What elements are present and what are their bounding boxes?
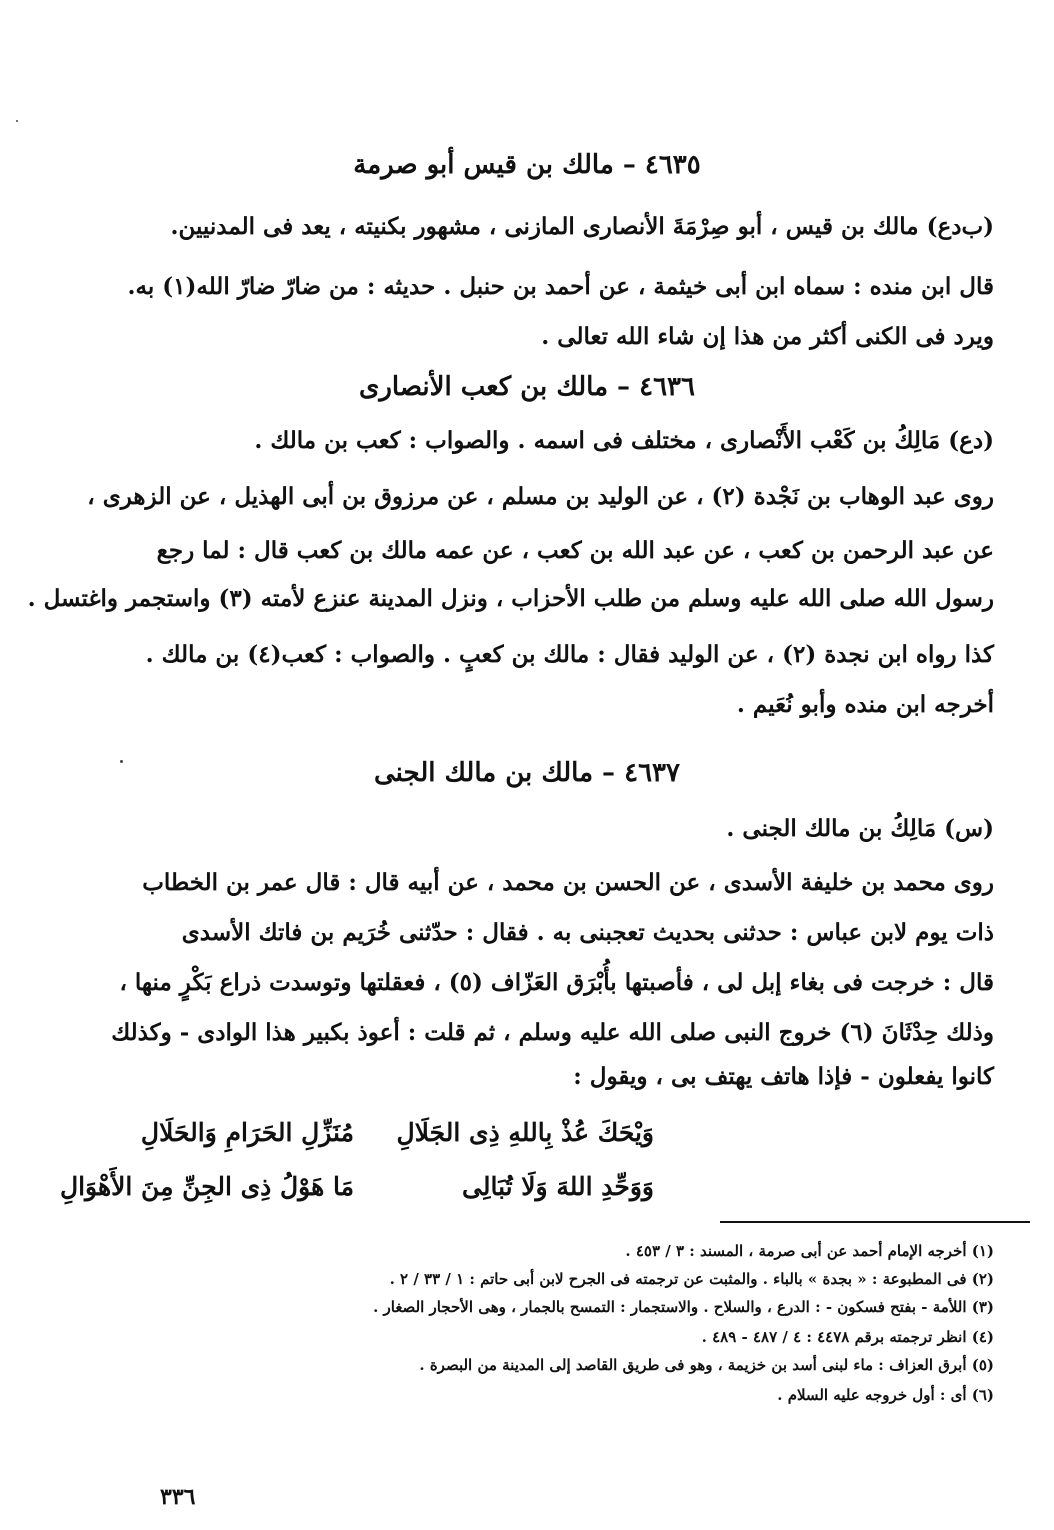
entry-text-line: كذا رواه ابن نجدة (٢) ، عن الوليد فقال : مالك بن كعبٍ . والصواب : كعب(٤) بن مالك . [145, 641, 994, 668]
entry-text-line: رسول الله صلى الله عليه وسلم من طلب الأحزاب ، ونزل المدينة عنزع لأمته (٣) واستجمر واغتسل . [27, 585, 994, 612]
entry-text-line: قال ابن منده : سماه ابن أبى خيثمة ، عن أحمد بن حنبل . حديثه : من ضارّ ضارّ الله(١) به. [127, 273, 994, 300]
entry-text-line: وذلك حِدْثَانَ (٦) خروج النبى صلى الله عليه وسلم ، ثم قلت : أعوذ بكبير هذا الوادى - وكذلك [111, 1019, 994, 1046]
entry-text-line: روى محمد بن خليفة الأسدى ، عن الحسن بن محمد ، عن أبيه قال : قال عمر بن الخطاب [142, 869, 994, 896]
entry-text-line: ويرد فى الكنى أكثر من هذا إن شاء الله تعالى . [541, 323, 994, 350]
footnote-divider [720, 1221, 1030, 1223]
footnote: (١) أخرجه الإمام أحمد عن أبى صرمة ، المسند : ٣ / ٤٥٣ . [625, 1242, 994, 1260]
footnote: (٥) أبرق العزاف : ماء لبنى أسد بن خزيمة ، وهو فى طريق القاصد إلى المدينة من البصرة . [419, 1356, 994, 1374]
entry-text-line: روى عبد الوهاب بن نَجْدة (٢) ، عن الوليد بن مسلم ، عن مرزوق بن أبى الهذيل ، عن الزهرى ، [87, 483, 994, 510]
entry-text-line: كانوا يفعلون - فإذا هاتف يهتف بى ، ويقول : [573, 1063, 994, 1090]
verse-hemistich-left: مَا هَوْلُ ذِى الجِنِّ مِنَ الأَهْوَالِ [59, 1172, 354, 1201]
entry-text-line: عن عبد الرحمن بن كعب ، عن عبد الله بن كعب ، عن عمه مالك بن كعب قال : لما رجع [156, 537, 994, 564]
verse-hemistich-right: وَوَحِّدِ اللهَ وَلَا تُبَالِى [462, 1172, 654, 1201]
footnote: (٢) فى المطبوعة : « بجدة » بالباء . والمثبت عن ترجمته فى الجرح لابن أبى حاتم : ١ / ٣٣ / ٢ . [389, 1270, 994, 1288]
footnote: (٦) أى : أول خروجه عليه السلام . [777, 1386, 994, 1404]
entry-text-line: (ب‌دع) مالك بن قيس ، أبو صِرْمَةَ الأنصارى المازنى ، مشهور بكنيته ، يعد فى المدنيين. [170, 213, 994, 240]
verse-hemistich-right: وَيْحَكَ عُذْ بِاللهِ ذِى الجَلَالِ [396, 1118, 654, 1147]
entry-text-line: ذات يوم لابن عباس : حدثنى بحديث تعجبنى به . فقال : حدّثنى خُرَيم بن فاتك الأسدى [181, 919, 994, 946]
entry-heading-4637: ٤٦٣٧ – مالك بن مالك الجنى [374, 758, 680, 788]
verse-hemistich-left: مُنَزِّلِ الحَرَامِ وَالحَلَالِ [140, 1118, 354, 1147]
footnote: (٣) اللأمة - بفتح فسكون - : الدرع ، والسلاح . والاستجمار : التمسح بالجمار ، وهى الأحجار الصغار . [373, 1298, 994, 1316]
entry-text-line: قال : خرجت فى بغاء إبل لى ، فأصبتها بأُبْرَق العَزّاف (٥) ، فعقلتها وتوسدت ذراع بَكْرٍ منها ، [119, 969, 994, 996]
scan-speck [120, 760, 123, 763]
scan-speck [16, 120, 18, 122]
entry-heading-4635: ٤٦٣٥ – مالك بن قيس أبو صرمة [353, 150, 701, 180]
entry-text-line: (س) مَالِكُ بن مالك الجنى . [726, 815, 994, 842]
entry-text-line: (دع) مَالِكُ بن كَعْب الأَنْصارى ، مختلف فى اسمه . والصواب : كعب بن مالك . [254, 427, 994, 454]
page-number: ٣٣٦ [160, 1484, 196, 1510]
footnote: (٤) انظر ترجمته برقم ٤٤٧٨ : ٤ / ٤٨٧ - ٤٨٩ . [701, 1328, 994, 1346]
entry-text-line: أخرجه ابن منده وأبو نُعَيم . [736, 691, 994, 718]
entry-heading-4636: ٤٦٣٦ – مالك بن كعب الأنصارى [359, 372, 695, 402]
